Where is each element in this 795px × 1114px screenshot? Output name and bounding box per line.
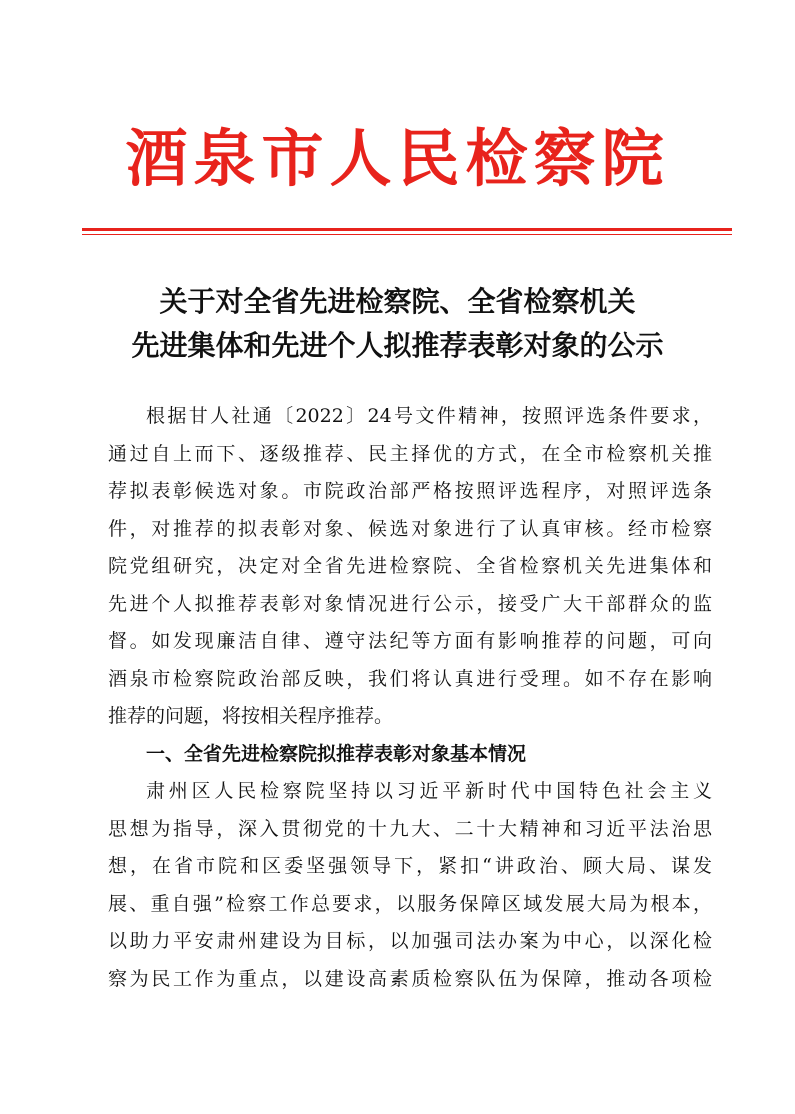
paragraph-line: 肃州区人民检察院坚持以习近平新时代中国特色社会主义 [146, 780, 712, 802]
document-title-line-1: 关于对全省先进检察院、全省检察机关 [159, 285, 636, 318]
paragraph-line: 根据甘人社通〔2022〕24号文件精神，按照评选条件要求， [146, 405, 712, 427]
paragraph-line: 展、重自强”检察工作总要求，以服务保障区域发展大局为根本， [108, 892, 712, 915]
document-body [108, 398, 712, 998]
paragraph-line: 先进个人拟推荐表彰对象情况进行公示，接受广大干部群众的监 [108, 592, 712, 615]
letterhead-red-rule-thick [82, 228, 732, 231]
letterhead-red-rule-thin [82, 234, 732, 235]
paragraph-line: 院党组研究，决定对全省先进检察院、全省检察机关先进集体和 [108, 555, 712, 577]
paragraph-line: 酒泉市检察院政治部反映，我们将认真进行受理。如不存在影响 [108, 667, 712, 690]
paragraph-line: 督。如发现廉洁自律、遵守法纪等方面有影响推荐的问题，可向 [108, 630, 712, 652]
paragraph-line: 察为民工作为重点，以建设高素质检察队伍为保障，推动各项检 [108, 967, 712, 990]
paragraph-line: 想，在省市院和区委坚强领导下，紧扣“讲政治、顾大局、谋发 [108, 855, 712, 877]
paragraph-line: 以助力平安肃州建设为目标，以加强司法办案为中心，以深化检 [108, 930, 712, 952]
paragraph-line: 思想为指导，深入贯彻党的十九大、二十大精神和习近平法治思 [108, 817, 712, 840]
paragraph-intro [108, 398, 712, 736]
section-heading-1: 一、全省先进检察院拟推荐表彰对象基本情况 [146, 742, 527, 765]
document-title [60, 280, 735, 368]
paragraph-line: 荐拟表彰候选对象。市院政治部严格按照评选程序，对照评选条 [108, 480, 712, 502]
paragraph-section-1 [108, 773, 712, 998]
org-letterhead-title: 酒泉市人民检察院 [125, 122, 670, 195]
paragraph-line: 通过自上而下、逐级推荐、民主择优的方式，在全市检察机关推 [108, 442, 712, 465]
paragraph-line: 推荐的问题，将按相关程序推荐。 [108, 705, 394, 727]
document-title-line-2: 先进集体和先进个人拟推荐表彰对象的公示 [131, 329, 664, 362]
paragraph-line: 件，对推荐的拟表彰对象、候选对象进行了认真审核。经市检察 [108, 517, 712, 540]
